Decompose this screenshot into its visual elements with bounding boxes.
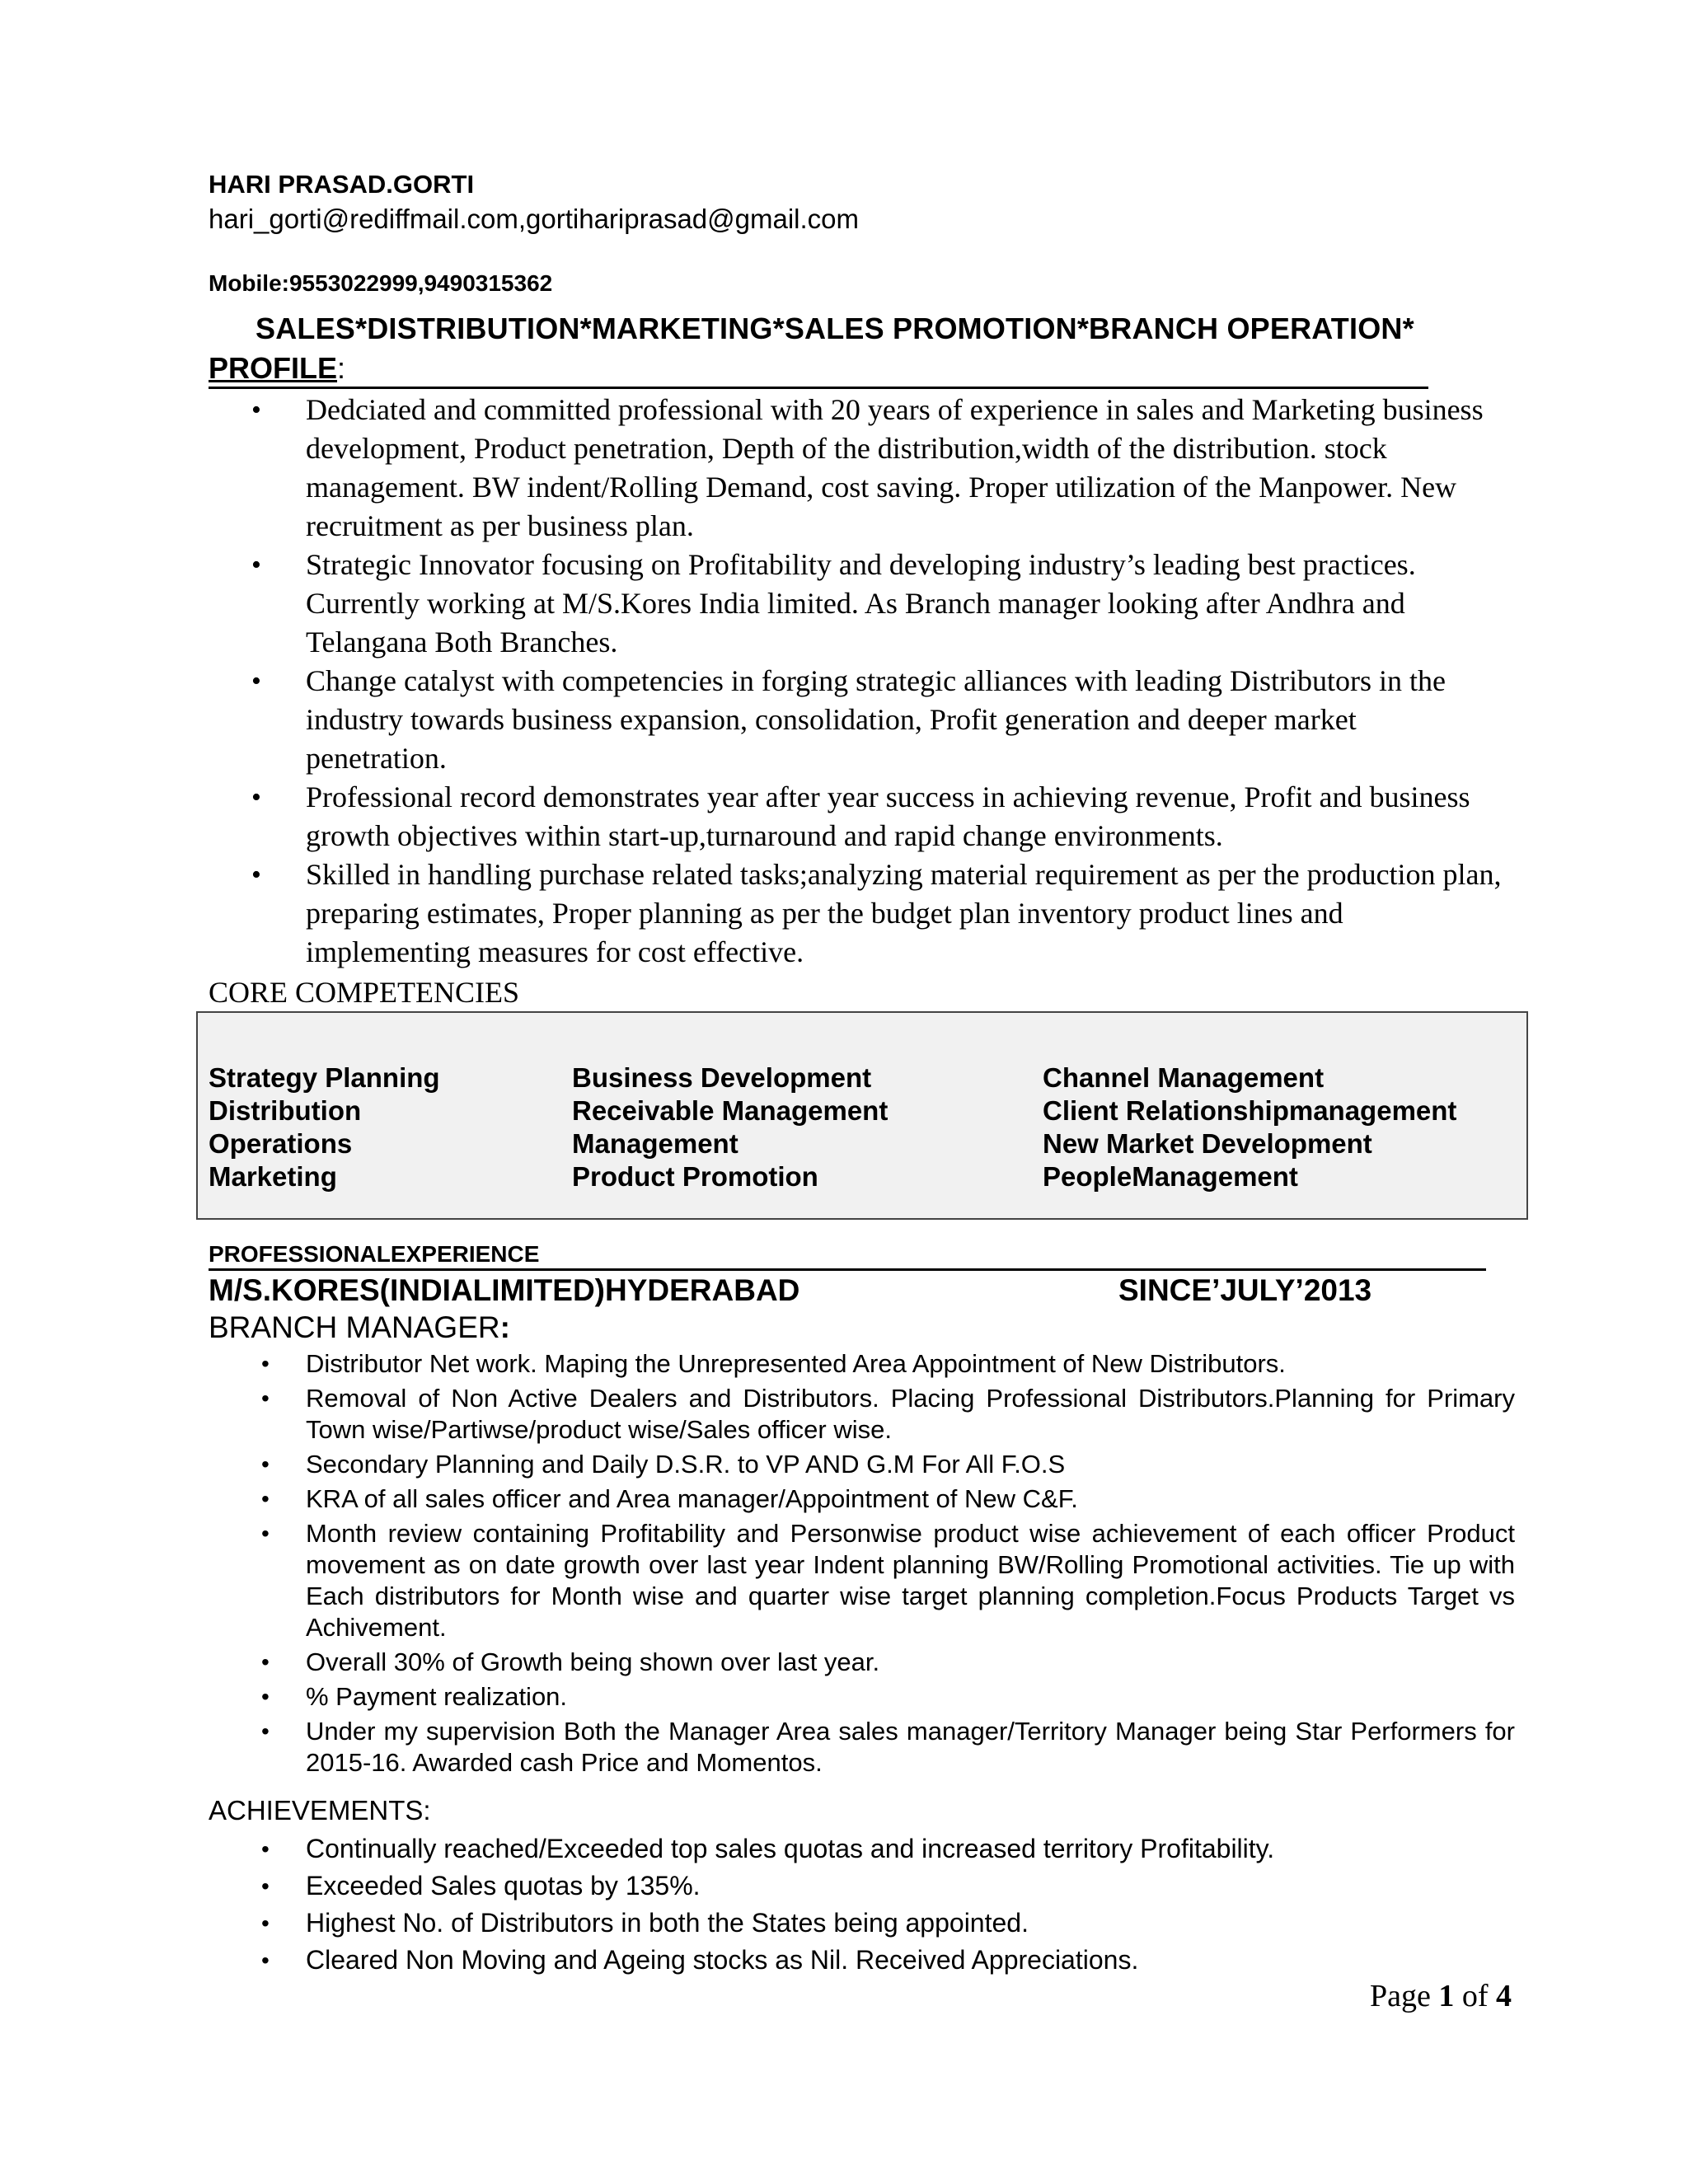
bullet-icon: • xyxy=(261,1947,270,1973)
bullet-icon: • xyxy=(261,1486,270,1511)
competency-item: Distribution xyxy=(209,1095,362,1126)
competency-column-3 xyxy=(1043,1062,1456,1193)
bullet-icon: • xyxy=(251,860,261,890)
experience-item: • Under my supervision Both the Manager Area sales manager/Territory Manager being Star Performers for 2015-16. Awarded cash Price and Momentos. xyxy=(261,1717,1515,1777)
career-tagline: SALES*DISTRIBUTION*MARKETING*SALES PROMOTION*BRANCH OPERATION* xyxy=(256,312,1414,345)
core-competencies-heading: CORE COMPETENCIES xyxy=(209,976,520,1009)
competency-item: Client Relationshipmanagement xyxy=(1043,1095,1457,1126)
competency-item: Receivable Management xyxy=(572,1095,889,1126)
bullet-icon: • xyxy=(251,782,261,813)
experience-item: • Month review containing Profitability and Personwise product wise achievement of each officer Product movement as on date growth over last year Indent planning BW/Rolling Promotional activities. Tie up with Each distributors for Month wise and quarter wise target planning completion.Focus Products Target vs Achivement. xyxy=(261,1519,1515,1642)
professional-experience-heading: PROFESSIONALEXPERIENCE xyxy=(209,1240,1486,1271)
bullet-icon: • xyxy=(261,1684,270,1709)
bullet-icon: • xyxy=(261,1649,270,1675)
company-name: M/S.KORES(INDIALIMITED)HYDERABAD xyxy=(209,1273,800,1307)
profile-item: • Change catalyst with competencies in forging strategic alliances with leading Distributors in the industry towards business expansion, consolidation, Profit generation and deeper market penetration. xyxy=(209,662,1503,778)
job-role-colon: : xyxy=(499,1310,510,1344)
bullet-icon: • xyxy=(261,1873,270,1899)
profile-list xyxy=(209,391,1503,972)
achievements-list xyxy=(209,1830,1515,1979)
bullet-icon: • xyxy=(261,1451,270,1477)
bullet-icon: • xyxy=(261,1351,270,1376)
profile-heading-colon: : xyxy=(337,351,346,385)
competency-item: PeopleManagement xyxy=(1043,1161,1298,1192)
competency-item: Product Promotion xyxy=(572,1161,818,1192)
competency-item: New Market Development xyxy=(1043,1128,1372,1159)
competency-column-1 xyxy=(209,1062,440,1193)
bullet-icon: • xyxy=(251,550,261,580)
competency-item: Business Development xyxy=(572,1062,872,1093)
experience-item: • Overall 30% of Growth being shown over last year. xyxy=(261,1647,880,1676)
current-page: 1 xyxy=(1438,1979,1455,2013)
bullet-icon: • xyxy=(261,1910,270,1936)
bullet-icon: • xyxy=(251,395,261,425)
achievement-item: • Cleared Non Moving and Ageing stocks as Nil. Received Appreciations. xyxy=(209,1942,1515,1979)
profile-item: • Strategic Innovator focusing on Profitability and developing industry’s leading best practices. Currently working at M/S.Kores India limited. As Branch manager looking after Andhra and Telangana Both Branches. xyxy=(209,546,1503,662)
bullet-icon: • xyxy=(261,1385,270,1411)
profile-heading-text: PROFILE xyxy=(209,351,338,385)
experience-item: • Removal of Non Active Dealers and Distributors. Placing Professional Distributors.Planning for Primary Town wise/Partiwse/product wise/Sales officer wise. xyxy=(261,1384,1515,1444)
page-number: Page 1 of 4 xyxy=(1370,1979,1512,2013)
achievements-heading: ACHIEVEMENTS: xyxy=(209,1795,431,1825)
candidate-name: HARI PRASAD.GORTI xyxy=(209,170,475,199)
job-role-text: BRANCH MANAGER xyxy=(209,1310,500,1344)
profile-item: • Dedciated and committed professional with 20 years of experience in sales and Marketing business development, Product penetration, Depth of the distribution,width of the distribution. stock management. BW indent/Rolling Demand, cost saving. Proper utilization of the Manpower. New recruitment as per business plan. xyxy=(209,391,1503,546)
total-pages: 4 xyxy=(1496,1979,1512,2013)
profile-item: • Professional record demonstrates year after year success in achieving revenue, Profit and business growth objectives within start-up,turnaround and rapid change environments. xyxy=(209,778,1503,855)
competency-item: Strategy Planning xyxy=(209,1062,440,1093)
experience-list xyxy=(209,1348,1515,1782)
profile-heading xyxy=(209,350,1428,389)
competency-item: Operations xyxy=(209,1128,353,1159)
employment-since: SINCE’JULY’2013 xyxy=(1118,1273,1372,1307)
profile-item: • Skilled in handling purchase related tasks;analyzing material requirement as per the production plan, preparing estimates, Proper planning as per the budget plan inventory product lines and implementing measures for cost effective. xyxy=(209,855,1503,972)
experience-item: • % Payment realization. xyxy=(261,1682,568,1711)
competency-item: Marketing xyxy=(209,1161,337,1192)
competency-item: Channel Management xyxy=(1043,1062,1325,1093)
experience-item: • KRA of all sales officer and Area manager/Appointment of New C&F. xyxy=(261,1484,1078,1513)
experience-item: • Distributor Net work. Maping the Unrepresented Area Appointment of New Distributors. xyxy=(261,1349,1286,1378)
bullet-icon: • xyxy=(251,666,261,696)
competency-column-2 xyxy=(572,1062,888,1193)
experience-item: • Secondary Planning and Daily D.S.R. to VP AND G.M For All F.O.S xyxy=(261,1450,1066,1479)
job-role xyxy=(209,1310,510,1345)
bullet-icon: • xyxy=(261,1521,270,1546)
achievement-item: • Highest No. of Distributors in both the States being appointed. xyxy=(209,1905,1515,1942)
competency-item: Management xyxy=(572,1128,738,1159)
contact-mobile: Mobile:9553022999,9490315362 xyxy=(209,270,553,296)
contact-emails: hari_gorti@rediffmail.com,gortihariprasad@gmail.com xyxy=(209,204,860,234)
achievement-item: • Exceeded Sales quotas by 135%. xyxy=(209,1868,1515,1905)
achievement-item: • Continually reached/Exceeded top sales quotas and increased territory Profitability. xyxy=(209,1830,1515,1868)
bullet-icon: • xyxy=(261,1836,270,1862)
bullet-icon: • xyxy=(261,1718,270,1744)
